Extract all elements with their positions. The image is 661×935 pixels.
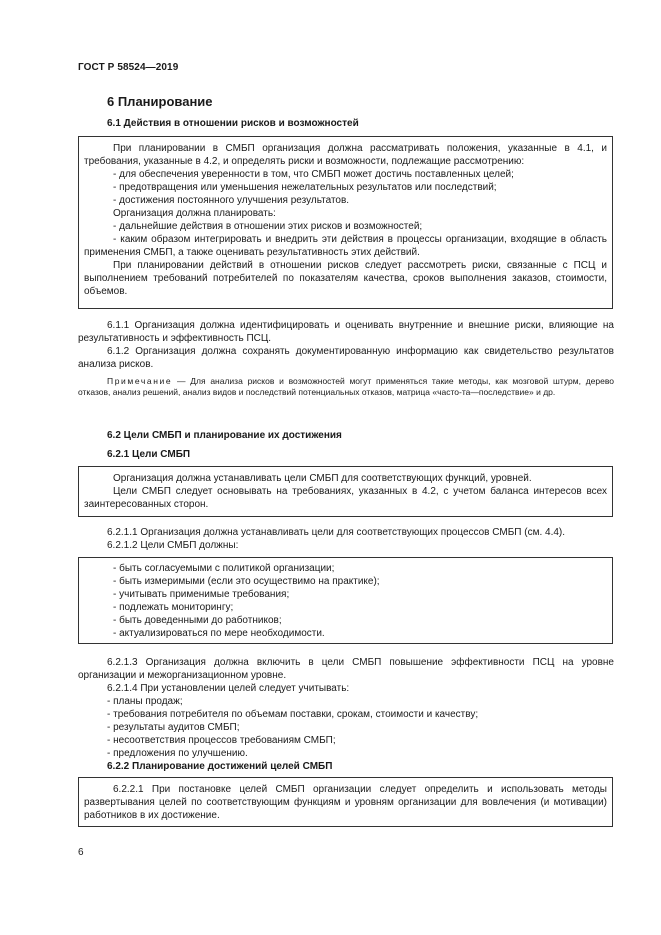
clause-6-2-1-1: 6.2.1.1 Организация должна устанавливать цели для соответствующих процессов СМБП (см. 4.4). (107, 527, 566, 538)
box-list-item: - подлежать мониторингу; (113, 602, 234, 613)
box-list-item: - для обеспечения уверенности в том, что СМБП может достичь поставленных целей; (113, 169, 514, 180)
box-paragraph: При планировании действий в отношении рисков следует рассмотреть риски, связанные с ПСЦ и выполнением требований потребителей по показателям качества, сроков выполнения заказов, стоимости, объемов. (84, 260, 607, 297)
note-text: — Для анализа рисков и возможностей могут применяться такие методы, как мозговой штурм, дерево отказов, анализ решений, анализ видов и последствий потенциальных отказов, матрица «часто-та—последствие» и др. (78, 376, 614, 397)
note-paragraph (78, 376, 614, 398)
clause-6-1-1: 6.1.1 Организация должна идентифицировать и оценивать внутренние и внешние риски, влияющие на результативность и эффективность ПСЦ. (78, 320, 614, 344)
box-list-item: - дальнейшие действия в отношении этих рисков и возможностей; (113, 221, 423, 232)
document-header: ГОСТ Р 58524—2019 (78, 62, 179, 73)
box-paragraph: Цели СМБП следует основывать на требованиях, указанных в 4.2, с учетом баланса интересов всех заинтересованных сторон. (84, 486, 607, 510)
clauses-6-1 (78, 319, 614, 371)
section-6-2-1-title: 6.2.1 Цели СМБП (107, 449, 191, 460)
box-list-item: - предотвращения или уменьшения нежелательных результатов или последствий; (113, 182, 497, 193)
clause-6-1-2: 6.1.2 Организация должна сохранять документированную информацию как свидетельство результатов анализа рисков. (78, 346, 614, 370)
clauses-6-2-1-3 (78, 656, 614, 760)
clause-6-2-1-4: 6.2.1.4 При установлении целей следует учитывать: (107, 683, 350, 694)
box-paragraph: При планировании в СМБП организация должна рассматривать положения, указанные в 4.1, и требования, указанные в 4.2, и определять риски и возможности, подлежащие рассмотрению: (84, 143, 607, 167)
box-list-item: - учитывать применимые требования; (113, 589, 290, 600)
clauses-6-2-1 (78, 526, 614, 552)
section-6-2-title: 6.2 Цели СМБП и планирование их достижения (107, 430, 342, 441)
box-list-item: - актуализироваться по мере необходимости. (113, 628, 325, 639)
note-6-1 (78, 376, 614, 398)
section-6-1-title: 6.1 Действия в отношении рисков и возможностей (107, 118, 359, 129)
list-item: - предложения по улучшению. (107, 748, 248, 759)
list-item: - планы продаж; (107, 696, 183, 707)
box-list-item: - быть измеримыми (если это осуществимо на практике); (113, 576, 380, 587)
section-6-title: 6 Планирование (107, 94, 213, 109)
requirement-box-6-2-2 (78, 777, 613, 827)
box-paragraph: Организация должна планировать: (113, 208, 276, 219)
box-paragraph: Организация должна устанавливать цели СМБП для соответствующих функций, уровней. (113, 473, 532, 484)
requirement-box-6-1 (78, 136, 613, 309)
list-item: - требования потребителя по объемам поставки, срокам, стоимости и качеству; (107, 709, 479, 720)
box-list-item: - быть доведенными до работников; (113, 615, 282, 626)
requirement-box-6-2-1 (78, 466, 613, 517)
box-paragraph: 6.2.2.1 При постановке целей СМБП организации следует определить и использовать методы развертывания целей по соответствующим функциям и уровням организации для вовлечения (и мотивации) работников в их достижение. (84, 784, 607, 821)
list-item: - несоответствия процессов требованиям СМБП; (107, 735, 336, 746)
list-item: - результаты аудитов СМБП; (107, 722, 240, 733)
requirement-box-6-2-1-2 (78, 557, 613, 644)
section-6-2-2-title: 6.2.2 Планирование достижений целей СМБП (107, 761, 333, 772)
box-list-item: - достижения постоянного улучшения результатов. (113, 195, 350, 206)
clause-6-2-1-2: 6.2.1.2 Цели СМБП должны: (107, 540, 239, 551)
box-list-item: - быть согласуемыми с политикой организации; (113, 563, 335, 574)
box-list-item: - каким образом интегрировать и внедрить эти действия в процессы организации, входящие в область применения СМБП, а также оценивать результативность этих действий. (84, 234, 607, 258)
note-label: Примечание (107, 376, 173, 386)
clause-6-2-1-3: 6.2.1.3 Организация должна включить в цели СМБП повышение эффективности ПСЦ на уровне организации и межорганизационном уровне. (78, 657, 614, 681)
page-number: 6 (78, 847, 84, 858)
